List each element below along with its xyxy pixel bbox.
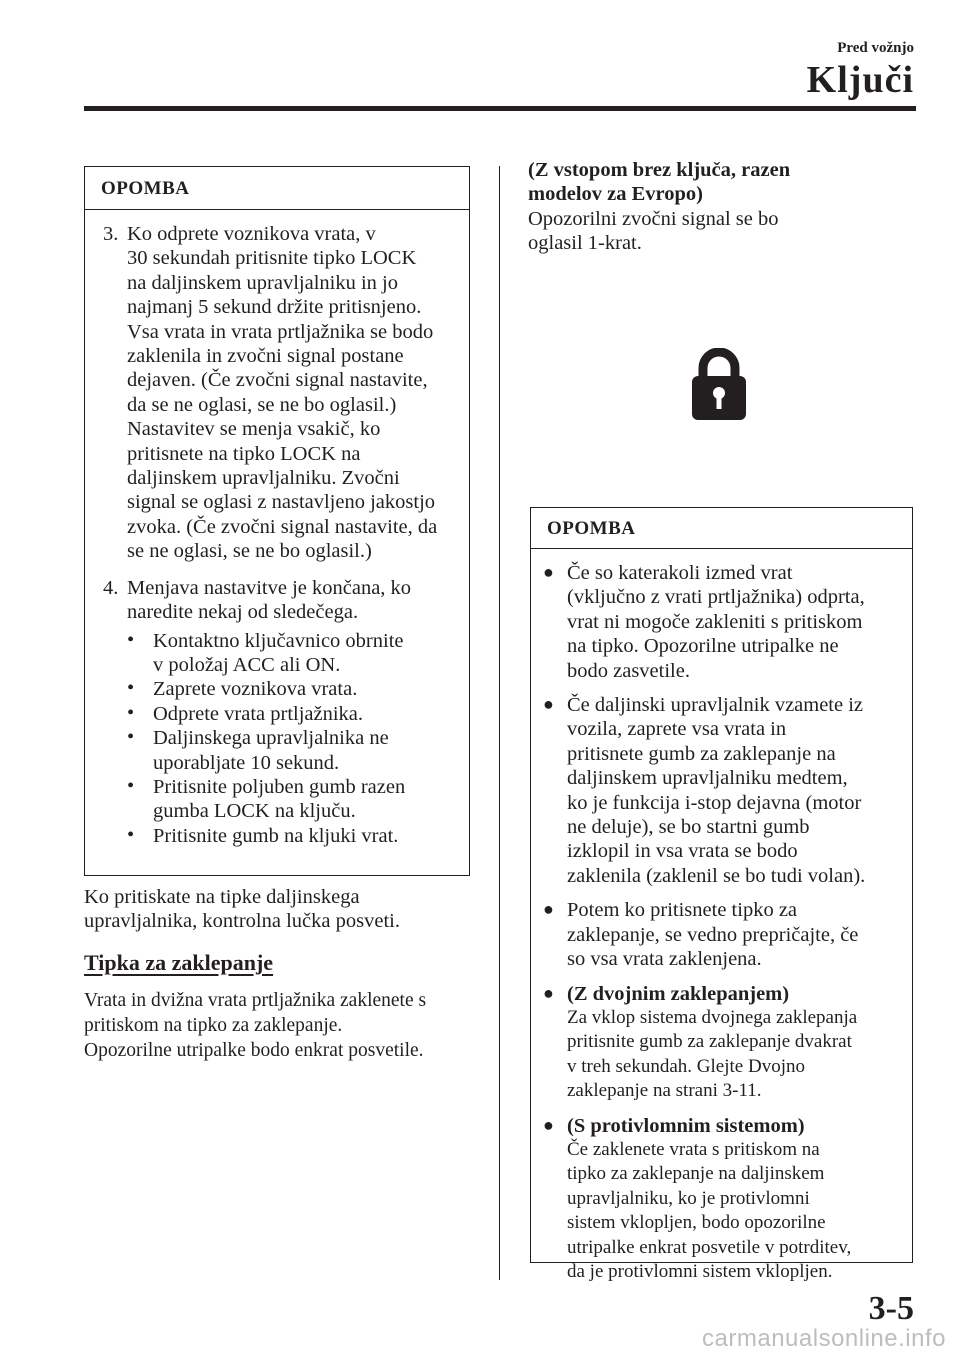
note-item-heading [567,1114,902,1138]
text-line: uporabljate 10 sekund. [153,751,340,774]
text-line: pritisnite gumb za zaklepanje dvakrat [567,1031,852,1053]
note-item-3 [85,222,459,564]
text-line: so vsa vrata zaklenjena. [567,948,762,971]
text-line: na daljinskem upravljalniku in jo [127,271,399,294]
note-bullet-item [531,1114,902,1285]
text-line: (vključno z vrati prtljažnika) odprta, [567,586,865,609]
text-line: Potem ko pritisnete tipko za [567,899,798,922]
text-line: zaklepanje, se vedno prepričajte, če [567,923,859,946]
text-line: da je protivlomni sistem vklopljen. [567,1260,833,1282]
text-line: v treh sekundah. Glejte Dvojno [567,1055,805,1077]
text-line: zaklenila (zaklenil se bo tudi volan). [567,864,866,887]
bullet-icon: ● [543,562,554,582]
text-line: daljinskem upravljalniku medtem, [567,767,848,790]
text-line: bodo zasvetile. [567,659,690,682]
item-number: 4. [103,576,119,599]
text-line: Ko odprete voznikova vrata, v [127,223,376,245]
text-line: na tipko. Opozorilne utripalke ne [567,635,839,658]
section-name: Pred vožnjo [837,40,914,56]
bullet-icon: • [127,628,135,651]
text-line: Pritisnite gumb na kljuki vrat. [153,824,399,847]
header-rule [84,106,916,111]
text-line: upravljalnika, kontrolna lučka posveti. [84,910,400,933]
text-line: utripalke enkrat posvetile v potrditev, [567,1236,852,1258]
page-number: 3-5 [868,1290,914,1327]
right-note-box [530,507,913,1282]
item-3-text [127,222,459,564]
list-item [85,629,459,678]
keyless-description [528,207,918,256]
list-item [85,824,459,848]
text-line: Ko pritiskate na tipke daljinskega [84,886,360,908]
text-line: Menjava nastavitve je končana, ko [127,576,412,599]
bullet-icon: • [127,701,135,724]
text-line: daljinskem upravljalniku. Zvočni [127,467,400,490]
item-number: 3. [103,223,119,245]
text-line: se ne oglasi, se ne bo oglasil.) [127,540,372,563]
text-line: zaklepanje na strani 3-11. [567,1080,762,1102]
keyless-heading [528,158,918,207]
text-line: gumba LOCK na ključu. [153,800,356,823]
text-line: Vrata in dvižna vrata prtljažnika zaklenete s [84,990,427,1011]
bullet-icon: • [127,677,135,700]
text-line: pritisnete gumb za zaklepanje na [567,742,836,765]
text-line: pritisnete na tipko LOCK na [127,442,361,465]
bullet-icon: • [127,726,135,749]
note-bullet-item [531,693,902,888]
text-line: najmanj 5 sekund držite pritisnjeno. [127,296,422,319]
keyless-entry-text [528,158,918,256]
text-line: Opozorilne utripalke bodo enkrat posvetile. [84,1040,424,1061]
text-line: Vsa vrata in vrata prtljažnika se bodo [127,320,434,343]
text-line: Zaprete voznikova vrata. [153,678,358,701]
text-line: v položaj ACC ali ON. [153,653,341,676]
list-item [85,775,459,824]
condition-list [85,629,469,849]
text-line: naredite nekaj od sledečega. [127,601,359,624]
note-item-text [567,1138,902,1284]
text-line: 30 sekundah pritisnite tipko LOCK [127,247,417,270]
text-line: pritiskom na tipko za zaklepanje. [84,1015,343,1036]
column-divider [499,166,500,1280]
text-line: Za vklop sistema dvojnega zaklepanja [567,1006,858,1028]
text-line: upravljalniku, ko je protivlomni [567,1187,810,1209]
lock-icon [690,348,748,420]
text-line: ne deluje), se bo startni gumb [567,816,810,839]
text-line: tipko za zaklepanje na daljinskem [567,1163,825,1185]
note-item-heading [567,982,902,1006]
text-line: dejaven. (Če zvočni signal nastavite, [127,369,428,392]
note-item-4 [85,576,459,625]
page-title: Ključi [806,59,914,101]
text-line: signal se oglasi z nastavljeno jakostjo [127,491,436,514]
note-item-text [567,1006,902,1104]
left-note-box [84,166,470,876]
lock-button-paragraph [84,988,484,1063]
note-bullet-item [531,898,902,971]
note-heading: OPOMBA [531,508,912,549]
bullet-icon: ● [543,982,554,1003]
note-heading: OPOMBA [85,167,469,210]
section-subheading: Tipka za zaklepanje [84,950,274,975]
text-line: Če so katerakoli izmed vrat [567,562,793,584]
text-line: Če zaklenete vrata s pritiskom na [567,1138,820,1160]
bullet-icon: ● [543,694,554,715]
text-line: ko je funkcija i-stop dejavna (motor [567,791,862,814]
text-line: oglasil 1-krat. [528,232,642,255]
text-line: Odprete vrata prtljažnika. [153,702,364,725]
note-bullet-item [531,982,902,1104]
text-line: (Z vstopom brez ključa, razen [528,159,791,181]
bullet-icon: ● [543,1114,554,1135]
text-line: sistem vklopljen, bodo opozorilne [567,1212,826,1234]
list-item [85,726,459,775]
text-line: vrat ni mogoče zakleniti s pritiskom [567,610,863,633]
text-line: Kontaktno ključavnico obrnite [153,629,404,652]
bullet-icon: ● [543,899,554,920]
text-line: vozila, zaprete vsa vrata in [567,718,787,741]
text-line: zvoka. (Če zvočni signal nastavite, da [127,515,438,538]
list-item [85,677,459,701]
text-line: Pritisnite poljuben gumb razen [153,775,406,798]
text-line: Nastavitev se menja vsakič, ko [127,418,381,441]
bullet-icon: • [127,774,135,797]
bullet-icon: • [127,823,135,846]
text-line: zaklenila in zvočni signal postane [127,345,404,368]
watermark-text: carmanualsonline.info [702,1325,946,1352]
note-bullet-item [531,561,902,683]
list-item [85,702,459,726]
text-line: modelov za Evropo) [528,183,704,206]
text-line: Opozorilni zvočni signal se bo [528,207,779,230]
note-items [531,549,912,1284]
item-4-text [127,576,459,625]
text-line: da se ne oglasi, se ne bo oglasil.) [127,393,397,416]
text-line: (S protivlomnim sistemom) [567,1114,805,1137]
text-line: Daljinskega upravljalnika ne [153,727,389,750]
text-line: izklopil in vsa vrata se bodo [567,840,798,863]
text-line: Če daljinski upravljalnik vzamete iz [567,694,864,717]
indicator-paragraph [84,885,484,934]
text-line: (Z dvojnim zaklepanjem) [567,982,790,1005]
